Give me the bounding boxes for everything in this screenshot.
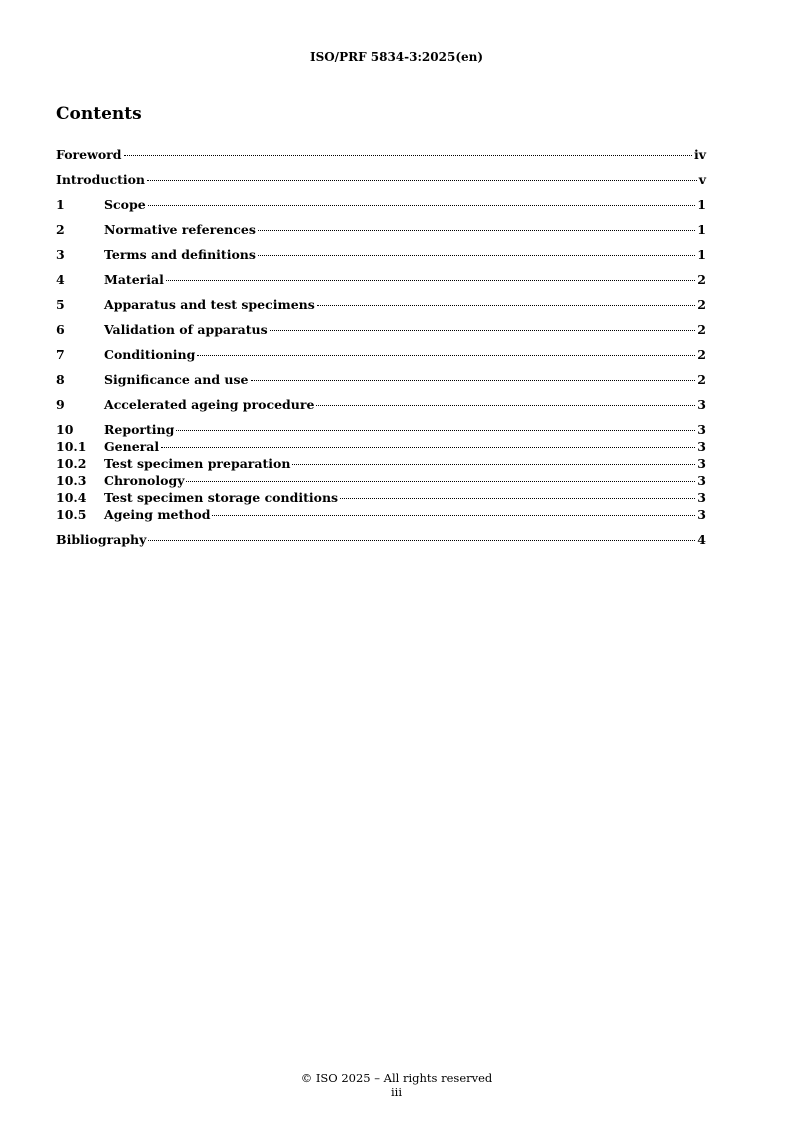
toc-entry-page: 3 xyxy=(697,473,706,488)
toc-entry-page: v xyxy=(698,172,706,187)
toc-entry-introduction[interactable] xyxy=(56,172,706,187)
toc-entry-page: 3 xyxy=(697,439,706,454)
toc-entry-number: 2 xyxy=(56,222,65,237)
toc-entry-page: 1 xyxy=(697,247,706,262)
toc-entry-title: Validation of apparatus xyxy=(104,322,268,337)
dot-leader xyxy=(197,355,695,356)
toc-entry-significance[interactable] xyxy=(56,372,706,387)
toc-entry-scope[interactable] xyxy=(56,197,706,212)
toc-entry-page: 2 xyxy=(697,322,706,337)
toc-entry-title: Conditioning xyxy=(104,347,196,362)
toc-entry-reporting[interactable] xyxy=(56,422,706,437)
dot-leader xyxy=(258,230,695,231)
toc-entry-number: 9 xyxy=(56,397,65,412)
toc-entry-page: 3 xyxy=(697,397,706,412)
toc-entry-number: 5 xyxy=(56,297,65,312)
toc-entry-page: 4 xyxy=(697,532,706,547)
toc-entry-bibliography[interactable] xyxy=(56,532,706,547)
toc-entry-number: 10 xyxy=(56,422,74,437)
toc-entry-title: Foreword xyxy=(56,147,122,162)
toc-entry-number: 4 xyxy=(56,272,65,287)
toc-entry-number: 3 xyxy=(56,247,65,262)
toc-entry-normative-references[interactable] xyxy=(56,222,706,237)
toc-entry-apparatus[interactable] xyxy=(56,297,706,312)
toc-entry-page: 2 xyxy=(697,297,706,312)
toc-entry-ageing-method[interactable] xyxy=(56,507,706,522)
dot-leader xyxy=(270,330,696,331)
dot-leader xyxy=(148,540,695,541)
toc-entry-conditioning[interactable] xyxy=(56,347,706,362)
toc-entry-title: Reporting xyxy=(104,422,175,437)
toc-entry-number: 7 xyxy=(56,347,65,362)
page-title: Contents xyxy=(56,104,142,124)
dot-leader xyxy=(161,447,695,448)
toc-entry-page: 3 xyxy=(697,456,706,471)
toc-entry-page: 3 xyxy=(697,507,706,522)
dot-leader xyxy=(251,380,696,381)
dot-leader xyxy=(212,515,695,516)
dot-leader xyxy=(147,180,697,181)
page-number: iii xyxy=(390,1085,403,1099)
table-of-contents xyxy=(56,147,706,547)
toc-entry-page: 1 xyxy=(697,222,706,237)
toc-entry-specimen-preparation[interactable] xyxy=(56,456,706,471)
page-footer xyxy=(0,1071,793,1099)
toc-entry-number: 6 xyxy=(56,322,65,337)
toc-entry-title: General xyxy=(104,439,160,454)
toc-entry-material[interactable] xyxy=(56,272,706,287)
toc-entry-title: Accelerated ageing procedure xyxy=(104,397,315,412)
toc-entry-title: Test specimen storage conditions xyxy=(104,490,339,505)
toc-entry-general[interactable] xyxy=(56,439,706,454)
toc-entry-validation[interactable] xyxy=(56,322,706,337)
toc-entry-title: Material xyxy=(104,272,164,287)
toc-entry-title: Terms and definitions xyxy=(104,247,256,262)
toc-entry-page: 2 xyxy=(697,372,706,387)
toc-entry-title: Significance and use xyxy=(104,372,249,387)
document-header: ISO/PRF 5834-3:2025(en) xyxy=(309,50,484,64)
toc-entry-page: 1 xyxy=(697,197,706,212)
toc-entry-title: Bibliography xyxy=(56,532,147,547)
toc-entry-title: Apparatus and test specimens xyxy=(104,297,315,312)
toc-entry-number: 10.4 xyxy=(56,490,87,505)
toc-entry-number: 1 xyxy=(56,197,65,212)
dot-leader xyxy=(258,255,695,256)
toc-entry-title: Scope xyxy=(104,197,146,212)
dot-leader xyxy=(186,481,695,482)
toc-entry-number: 10.3 xyxy=(56,473,87,488)
toc-entry-page: 2 xyxy=(697,347,706,362)
dot-leader xyxy=(292,464,695,465)
toc-entry-page: iv xyxy=(693,147,706,162)
toc-entry-number: 10.1 xyxy=(56,439,87,454)
dot-leader xyxy=(124,155,692,156)
dot-leader xyxy=(166,280,695,281)
toc-entry-page: 3 xyxy=(697,422,706,437)
toc-entry-number: 8 xyxy=(56,372,65,387)
toc-entry-page: 2 xyxy=(697,272,706,287)
dot-leader xyxy=(317,305,696,306)
toc-entry-number: 10.2 xyxy=(56,456,87,471)
toc-entry-title: Normative references xyxy=(104,222,256,237)
copyright-notice: © ISO 2025 – All rights reserved xyxy=(300,1071,493,1085)
toc-entry-title: Test specimen preparation xyxy=(104,456,291,471)
toc-entry-foreword[interactable] xyxy=(56,147,706,162)
toc-entry-title: Chronology xyxy=(104,473,185,488)
dot-leader xyxy=(340,498,695,499)
toc-entry-title: Ageing method xyxy=(104,507,211,522)
toc-entry-accelerated-ageing[interactable] xyxy=(56,397,706,412)
toc-entry-chronology[interactable] xyxy=(56,473,706,488)
toc-entry-terms-and-definitions[interactable] xyxy=(56,247,706,262)
toc-entry-title: Introduction xyxy=(56,172,146,187)
dot-leader xyxy=(316,405,695,406)
toc-entry-storage-conditions[interactable] xyxy=(56,490,706,505)
dot-leader xyxy=(148,205,696,206)
toc-entry-page: 3 xyxy=(697,490,706,505)
toc-entry-number: 10.5 xyxy=(56,507,87,522)
dot-leader xyxy=(176,430,695,431)
